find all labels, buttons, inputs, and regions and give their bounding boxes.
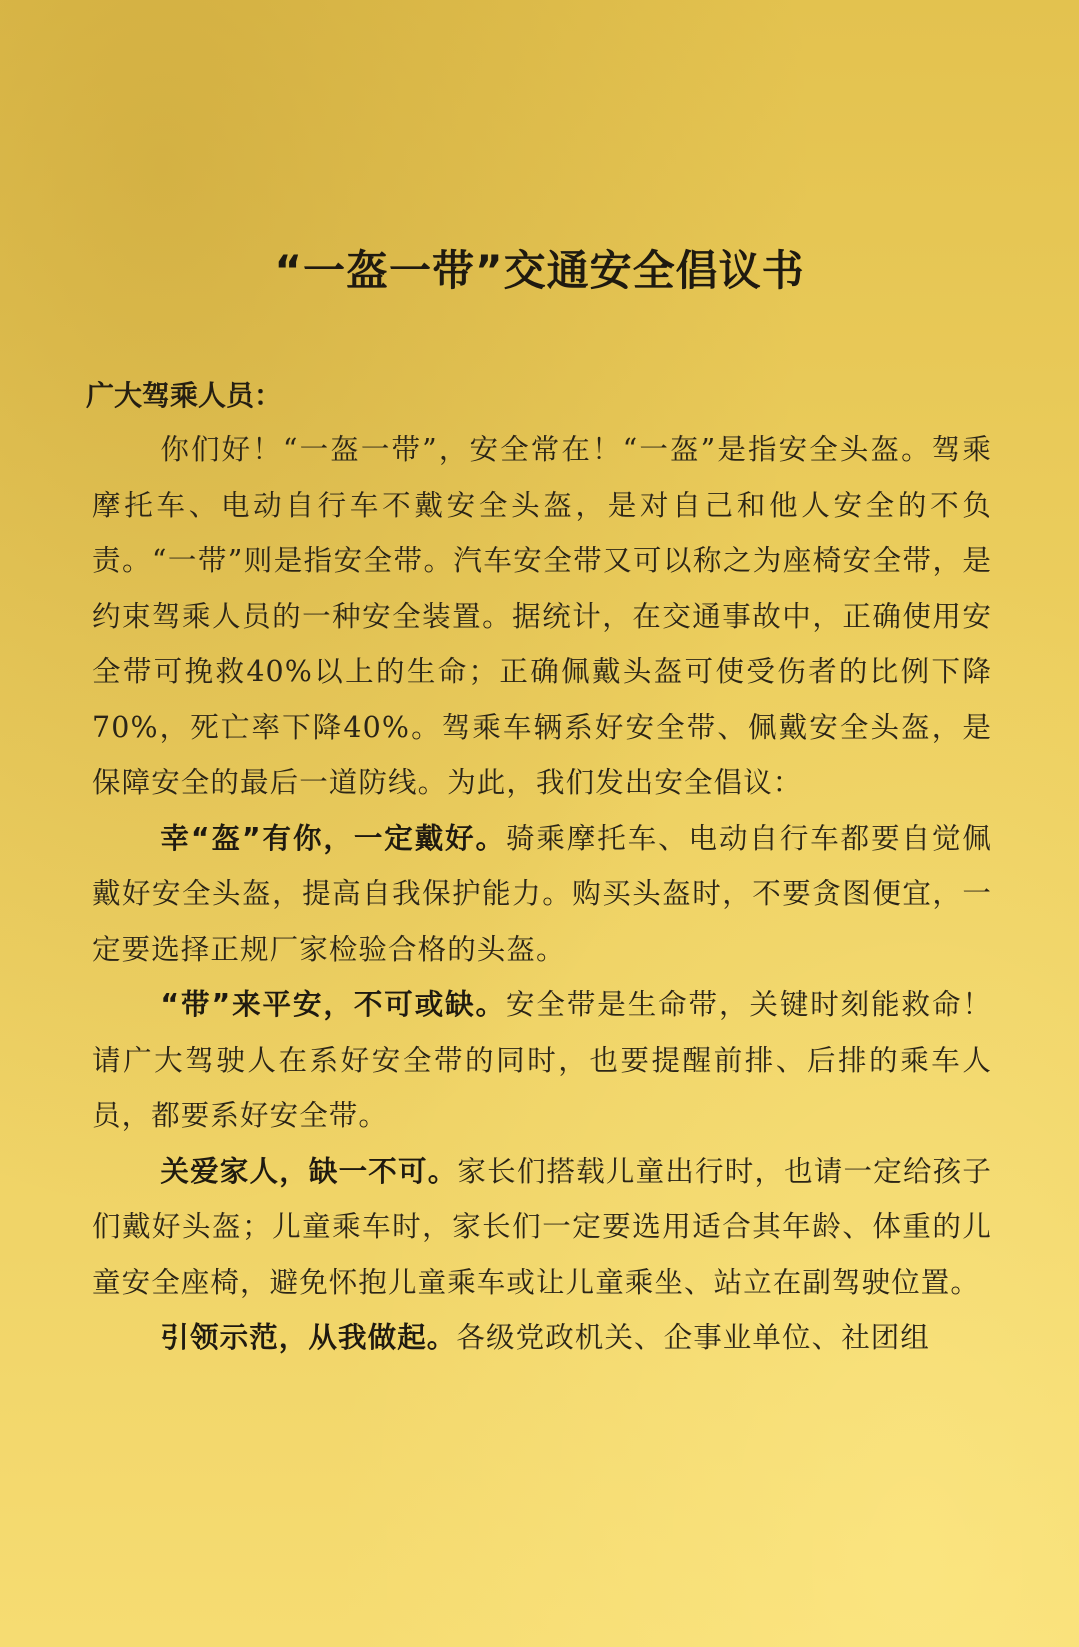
paragraph	[92, 811, 992, 978]
paragraph-text: 各级党政机关、企事业单位、社团组	[456, 1321, 931, 1354]
paragraph	[92, 1144, 992, 1311]
paragraph-text: 家长们搭载儿童出行时，也请一定给孩子们戴好头盔；儿童乘车时，家长们一定要选用适合其年龄、体重的儿童安全座椅，避免怀抱儿童乘车或让儿童乘坐、站立在副驾驶位置。	[92, 1154, 992, 1299]
document-title: “一盔一带”交通安全倡议书	[274, 246, 805, 295]
document-body	[92, 422, 992, 1366]
paragraph	[92, 977, 992, 1144]
salutation: 广大驾乘人员：	[86, 379, 283, 412]
paragraph	[92, 422, 992, 811]
paragraph-lead: “带”来平安，不可或缺。	[160, 988, 506, 1021]
paragraph-text: 安全带是生命带，关键时刻能救命！请广大驾驶人在系好安全带的同时，也要提醒前排、后排的乘车人员，都要系好安全带。	[92, 988, 992, 1132]
paragraph-text: 骑乘摩托车、电动自行车都要自觉佩戴好安全头盔，提高自我保护能力。购买头盔时，不要贪图便宜，一定要选择正规厂家检验合格的头盔。	[92, 821, 992, 966]
paragraph-lead: 幸“盔”有你，一定戴好。	[160, 821, 506, 855]
paragraph-lead: 关爱家人，缺一不可。	[160, 1154, 458, 1188]
paragraph-text: 你们好！“一盔一带”，安全常在！“一盔”是指安全头盔。驾乘摩托车、电动自行车不戴安全头盔，是对自己和他人安全的不负责。“一带”则是指安全带。汽车安全带又可以称之为座椅安全带，是约束驾乘人员的一种安全装置。据统计，在交通事故中，正确使用安全带可挽救40%以上的生命；正确佩戴头盔可使受伤者的比例下降70%，死亡率下降40%。驾乘车辆系好安全带、佩戴安全头盔，是保障安全的最后一道防线。为此，我们发出安全倡议：	[92, 433, 992, 799]
paragraph-lead: 引领示范，从我做起。	[160, 1321, 457, 1354]
paragraph	[92, 1310, 992, 1366]
